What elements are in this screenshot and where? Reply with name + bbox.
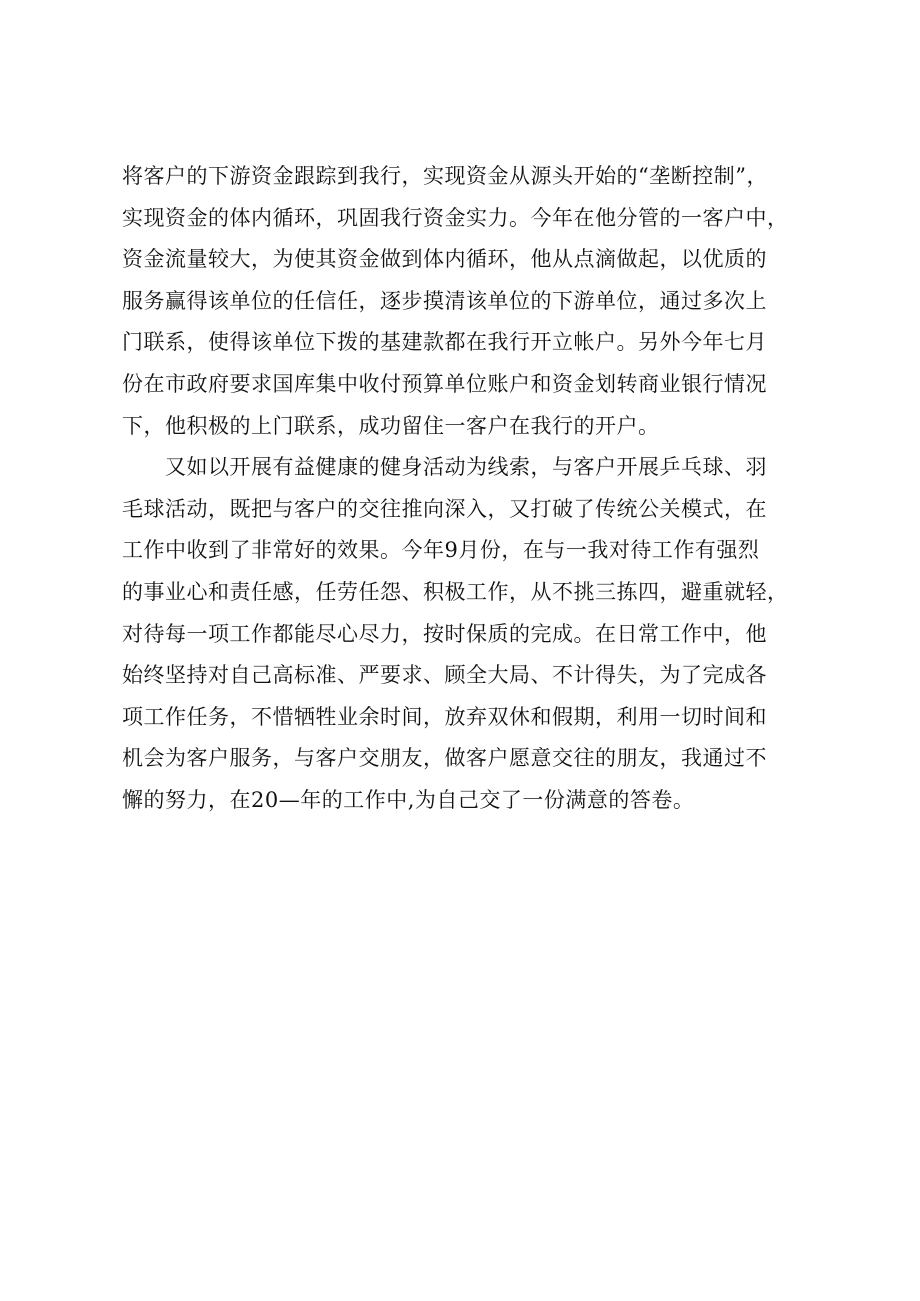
text-line: 服务赢得该单位的任信任，逐步摸清该单位的下游单位，通过多次上 <box>122 288 767 313</box>
text-line: 又如以开展有益健康的健身活动为线索，与客户开展乒乓球、羽 <box>122 455 767 480</box>
text-line: 懈的努力，在20—年的工作中,为自己交了一份满意的答卷。 <box>122 787 695 812</box>
text-line: 工作中收到了非常好的效果。今年9月份，在与一我对待工作有强烈 <box>122 538 760 563</box>
text-line: 门联系，使得该单位下拨的基建款都在我行开立帐户。另外今年七月 <box>122 330 767 355</box>
document-body <box>122 156 832 822</box>
text-line: 实现资金的体内循环，巩固我行资金实力。今年在他分管的一客户中， <box>122 205 789 230</box>
text-line: 份在市政府要求国库集中收付预算单位账户和资金划转商业银行情况 <box>122 371 767 396</box>
text-line: 的事业心和责任感，任劳任怨、积极工作，从不挑三拣四，避重就轻， <box>122 579 789 604</box>
text-line: 将客户的下游资金跟踪到我行，实现资金从源头开始的“垄断控制”， <box>122 164 768 188</box>
text-line: 毛球活动，既把与客户的交往推向深入，又打破了传统公关模式，在 <box>122 496 767 521</box>
text-line: 项工作任务，不惜牺牲业余时间，放弃双休和假期，利用一切时间和 <box>122 704 767 729</box>
text-line: 资金流量较大，为使其资金做到体内循环，他从点滴做起，以优质的 <box>122 247 767 272</box>
text-line: 始终坚持对自己高标准、严要求、顾全大局、不计得失，为了完成各 <box>122 663 767 688</box>
text-line: 机会为客户服务，与客户交朋友，做客户愿意交往的朋友，我通过不 <box>122 746 767 771</box>
text-line: 下，他积极的上门联系，成功留住一客户在我行的开户。 <box>122 413 660 438</box>
text-line: 对待每一项工作都能尽心尽力，按时保质的完成。在日常工作中，他 <box>122 621 767 646</box>
